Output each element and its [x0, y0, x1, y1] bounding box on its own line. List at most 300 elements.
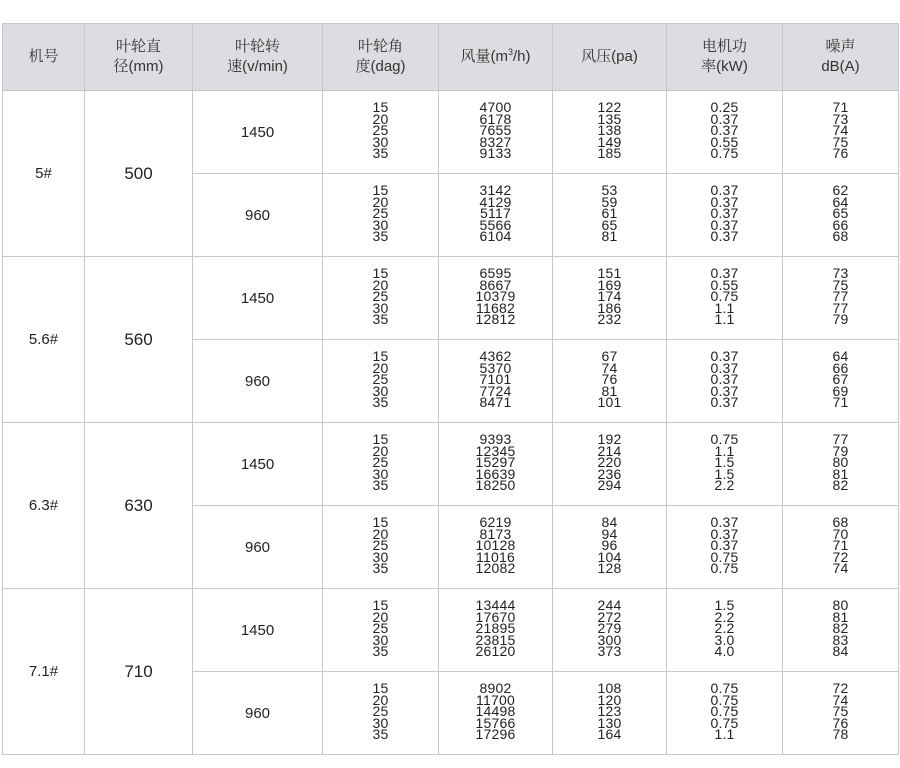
- power-list: [710, 431, 739, 493]
- airflow-value: 3142: [479, 182, 512, 198]
- noise-value: 79: [832, 311, 849, 327]
- angles-value: 15: [372, 597, 389, 613]
- angles-value: 30: [372, 133, 389, 150]
- airflow-value: 15297: [475, 454, 516, 470]
- noise-cell: [783, 174, 899, 257]
- angles-value: 30: [372, 382, 389, 399]
- angles-cell: [323, 589, 439, 672]
- angles-list: [372, 265, 389, 327]
- power-value: 0.37: [710, 394, 739, 410]
- power-value: 0.37: [710, 122, 739, 138]
- header-airflow-sup: 3: [507, 47, 513, 57]
- pressure-list: [597, 348, 622, 410]
- power-value: 0.37: [710, 228, 739, 244]
- angles-value: 15: [372, 680, 389, 696]
- pressure-value: 122: [597, 99, 622, 115]
- angles-cell: [323, 91, 439, 174]
- pressure-value: 61: [601, 205, 618, 221]
- angles-list: [372, 514, 389, 576]
- noise-value: 82: [832, 477, 849, 493]
- noise-value: 77: [832, 431, 849, 447]
- airflow-cell: [439, 672, 553, 755]
- angles-cell: [323, 506, 439, 589]
- power-value: 1.1: [714, 311, 735, 327]
- noise-value: 66: [832, 216, 849, 233]
- airflow-value: 9393: [479, 431, 512, 447]
- diameter-cell: 630: [85, 423, 193, 589]
- noise-cell: [783, 672, 899, 755]
- angles-value: 25: [372, 703, 389, 719]
- power-value: 1.5: [714, 454, 735, 470]
- airflow-value: 12082: [475, 560, 516, 576]
- airflow-value: 21895: [475, 620, 516, 636]
- pressure-list: [597, 431, 622, 493]
- speed-cell: 960: [193, 340, 323, 423]
- power-value: 2.2: [714, 477, 735, 493]
- noise-cell: [783, 257, 899, 340]
- noise-list: [832, 514, 849, 576]
- angles-value: 20: [372, 359, 389, 376]
- noise-value: 72: [832, 680, 849, 696]
- noise-value: 79: [832, 442, 849, 459]
- angles-value: 15: [372, 265, 389, 281]
- noise-value: 73: [832, 265, 849, 281]
- angles-list: [372, 182, 389, 244]
- noise-value: 77: [832, 299, 849, 316]
- power-list: [710, 680, 739, 742]
- power-value: 2.2: [714, 608, 735, 625]
- pressure-value: 272: [597, 608, 622, 625]
- header-power-line: 率(kW): [701, 58, 748, 75]
- airflow-value: 23815: [475, 631, 516, 648]
- noise-value: 81: [832, 608, 849, 625]
- speed-cell: 1450: [193, 257, 323, 340]
- angles-value: 20: [372, 525, 389, 542]
- angles-value: 20: [372, 193, 389, 210]
- noise-value: 71: [832, 394, 849, 410]
- diameter-cell: 560: [85, 257, 193, 423]
- table-row: [3, 91, 899, 174]
- angles-value: 30: [372, 548, 389, 565]
- airflow-list: [475, 597, 516, 659]
- pressure-list: [601, 182, 618, 244]
- pressure-value: 373: [597, 643, 622, 659]
- noise-value: 75: [832, 276, 849, 293]
- power-value: 0.75: [710, 288, 739, 304]
- airflow-value: 6178: [479, 110, 512, 127]
- noise-cell: [783, 589, 899, 672]
- airflow-list: [479, 182, 512, 244]
- noise-value: 80: [832, 597, 849, 613]
- airflow-cell: [439, 589, 553, 672]
- power-value: 0.75: [710, 431, 739, 447]
- airflow-value: 17670: [475, 608, 516, 625]
- power-cell: [667, 423, 783, 506]
- header-noise-line: dB(A): [821, 58, 860, 75]
- airflow-value: 18250: [475, 477, 516, 493]
- airflow-list: [475, 431, 516, 493]
- pressure-list: [597, 265, 622, 327]
- airflow-value: 4129: [479, 193, 512, 210]
- noise-value: 74: [832, 122, 849, 138]
- airflow-value: 5566: [479, 216, 512, 233]
- header-speed-line: 速(v/min): [227, 58, 288, 75]
- pressure-value: 169: [597, 276, 622, 293]
- angles-value: 30: [372, 465, 389, 482]
- power-cell: [667, 91, 783, 174]
- angles-value: 35: [372, 145, 389, 161]
- pressure-list: [597, 680, 622, 742]
- noise-value: 64: [832, 348, 849, 364]
- airflow-value: 4362: [479, 348, 512, 364]
- pressure-value: 81: [601, 382, 618, 399]
- header-angle-line: 叶轮角: [357, 38, 403, 55]
- power-value: 0.75: [710, 680, 739, 696]
- power-value: 0.37: [710, 359, 739, 376]
- angles-value: 30: [372, 216, 389, 233]
- power-cell: [667, 174, 783, 257]
- power-value: 0.37: [710, 216, 739, 233]
- header-diameter-line: 径(mm): [113, 58, 164, 75]
- airflow-value: 5117: [480, 205, 511, 221]
- power-value: 1.5: [714, 465, 735, 482]
- header-noise-line: 噪声: [825, 38, 856, 55]
- noise-value: 76: [832, 145, 849, 161]
- pressure-list: [597, 99, 622, 161]
- power-value: 0.37: [710, 182, 739, 198]
- pressure-value: 164: [597, 726, 622, 742]
- pressure-value: 138: [597, 122, 622, 138]
- angles-value: 25: [372, 288, 389, 304]
- power-value: 0.75: [710, 145, 739, 161]
- noise-value: 83: [832, 631, 849, 648]
- pressure-cell: [553, 589, 667, 672]
- angles-value: 30: [372, 299, 389, 316]
- pressure-cell: [553, 672, 667, 755]
- airflow-value: 7724: [479, 382, 512, 399]
- noise-value: 65: [832, 205, 849, 221]
- pressure-cell: [553, 340, 667, 423]
- noise-cell: [783, 91, 899, 174]
- noise-list: [832, 431, 849, 493]
- power-value: 1.1: [714, 726, 735, 742]
- speed-cell: 960: [193, 672, 323, 755]
- pressure-value: 53: [601, 182, 618, 198]
- angles-value: 25: [372, 620, 389, 636]
- noise-value: 76: [832, 714, 849, 731]
- airflow-list: [475, 514, 516, 576]
- noise-value: 74: [832, 560, 849, 576]
- angles-value: 15: [372, 99, 389, 115]
- noise-value: 84: [832, 643, 849, 659]
- diameter-cell: 710: [85, 589, 193, 755]
- angles-value: 20: [372, 608, 389, 625]
- airflow-value: 10128: [475, 537, 516, 553]
- angles-value: 30: [372, 714, 389, 731]
- pressure-value: 185: [597, 145, 622, 161]
- airflow-cell: [439, 91, 553, 174]
- pressure-cell: [553, 91, 667, 174]
- noise-list: [832, 597, 849, 659]
- airflow-value: 6104: [479, 228, 512, 244]
- angles-value: 25: [372, 205, 389, 221]
- pressure-value: 294: [597, 477, 622, 493]
- angles-list: [372, 597, 389, 659]
- power-value: 0.37: [710, 537, 739, 553]
- power-value: 0.75: [710, 548, 739, 565]
- header-pressure-line: 风压(pa): [581, 48, 638, 65]
- airflow-cell: [439, 340, 553, 423]
- airflow-value: 12345: [475, 442, 516, 459]
- noise-value: 78: [832, 726, 849, 742]
- header-noise: [783, 24, 899, 91]
- noise-cell: [783, 506, 899, 589]
- angles-cell: [323, 672, 439, 755]
- pressure-value: 94: [601, 525, 618, 542]
- angles-value: 15: [372, 348, 389, 364]
- power-value: 0.75: [710, 703, 739, 719]
- angles-value: 35: [372, 477, 389, 493]
- airflow-list: [475, 680, 516, 742]
- header-angle: [323, 24, 439, 91]
- speed-cell: 1450: [193, 423, 323, 506]
- power-value: 4.0: [714, 643, 735, 659]
- speed-cell: 960: [193, 174, 323, 257]
- noise-value: 74: [832, 691, 849, 708]
- airflow-value: 11700: [476, 691, 515, 708]
- noise-list: [832, 265, 849, 327]
- header-airflow: [439, 24, 553, 91]
- pressure-value: 174: [597, 288, 622, 304]
- table-row: [3, 423, 899, 506]
- noise-value: 68: [832, 228, 849, 244]
- airflow-value: 8471: [479, 394, 512, 410]
- speed-cell: 960: [193, 506, 323, 589]
- pressure-value: 128: [597, 560, 622, 576]
- header-speed-line: 叶轮转: [234, 38, 280, 55]
- pressure-value: 101: [597, 394, 622, 410]
- header-pressure: [553, 24, 667, 91]
- power-list: [710, 514, 739, 576]
- power-value: 0.75: [710, 560, 739, 576]
- pressure-value: 108: [597, 680, 622, 696]
- pressure-value: 135: [597, 110, 622, 127]
- airflow-value: 8902: [479, 680, 512, 696]
- pressure-value: 130: [597, 714, 622, 731]
- airflow-value: 17296: [475, 726, 516, 742]
- noise-list: [832, 182, 849, 244]
- power-value: 0.37: [710, 382, 739, 399]
- power-list: [710, 99, 739, 161]
- power-value: 0.37: [710, 525, 739, 542]
- pressure-value: 220: [597, 454, 622, 470]
- pressure-cell: [553, 174, 667, 257]
- power-cell: [667, 257, 783, 340]
- pressure-value: 214: [597, 442, 622, 459]
- noise-value: 77: [832, 288, 849, 304]
- angles-list: [372, 431, 389, 493]
- pressure-value: 74: [601, 359, 618, 376]
- angles-value: 35: [372, 726, 389, 742]
- table-row: [3, 257, 899, 340]
- model-cell: 5.6#: [3, 257, 85, 423]
- pressure-value: 81: [601, 228, 618, 244]
- noise-value: 71: [832, 537, 849, 553]
- noise-cell: [783, 423, 899, 506]
- angles-value: 15: [372, 182, 389, 198]
- pressure-value: 96: [601, 537, 618, 553]
- header-diameter-line: 叶轮直: [115, 38, 161, 55]
- pressure-value: 279: [597, 620, 622, 636]
- table-header: [3, 24, 899, 91]
- pressure-cell: [553, 423, 667, 506]
- header-angle-line: 度(dag): [355, 58, 406, 75]
- angles-list: [372, 680, 389, 742]
- airflow-cell: [439, 174, 553, 257]
- angles-list: [372, 99, 389, 161]
- pressure-value: 84: [601, 514, 618, 530]
- noise-value: 66: [832, 359, 849, 376]
- airflow-value: 8667: [479, 276, 512, 293]
- airflow-value: 6219: [479, 514, 512, 530]
- angles-value: 35: [372, 394, 389, 410]
- pressure-value: 59: [601, 193, 618, 210]
- power-value: 0.37: [710, 348, 739, 364]
- noise-value: 64: [832, 193, 849, 210]
- angles-value: 15: [372, 431, 389, 447]
- airflow-value: 13444: [475, 597, 516, 613]
- power-value: 0.37: [710, 514, 739, 530]
- angles-cell: [323, 174, 439, 257]
- pressure-value: 104: [597, 548, 622, 565]
- power-cell: [667, 506, 783, 589]
- power-list: [714, 597, 735, 659]
- angles-value: 25: [372, 371, 389, 387]
- speed-cell: 1450: [193, 589, 323, 672]
- airflow-list: [475, 265, 516, 327]
- airflow-list: [479, 348, 512, 410]
- angles-value: 35: [372, 228, 389, 244]
- pressure-list: [597, 597, 622, 659]
- noise-cell: [783, 340, 899, 423]
- header-diameter: [85, 24, 193, 91]
- angles-value: 25: [372, 454, 389, 470]
- airflow-cell: [439, 257, 553, 340]
- noise-value: 81: [832, 465, 849, 482]
- airflow-value: 15766: [475, 714, 516, 731]
- pressure-value: 123: [597, 703, 622, 719]
- pressure-value: 236: [597, 465, 622, 482]
- airflow-value: 10379: [475, 288, 516, 304]
- angles-cell: [323, 423, 439, 506]
- airflow-value: 16639: [475, 465, 516, 482]
- angles-value: 20: [372, 691, 389, 708]
- airflow-value: 8173: [479, 525, 512, 542]
- noise-value: 80: [832, 454, 849, 470]
- header-power-line: 电机功: [701, 38, 747, 55]
- noise-value: 75: [832, 133, 849, 150]
- angles-value: 35: [372, 560, 389, 576]
- pressure-cell: [553, 257, 667, 340]
- speed-cell: 1450: [193, 91, 323, 174]
- diameter-cell: 500: [85, 91, 193, 257]
- pressure-value: 151: [597, 265, 622, 281]
- noise-value: 73: [832, 110, 849, 127]
- angles-list: [372, 348, 389, 410]
- power-value: 0.75: [710, 691, 739, 708]
- noise-value: 70: [832, 525, 849, 542]
- power-value: 0.37: [710, 371, 739, 387]
- noise-value: 67: [832, 371, 849, 387]
- noise-value: 62: [832, 182, 849, 198]
- airflow-value: 7101: [479, 371, 512, 387]
- airflow-cell: [439, 506, 553, 589]
- power-list: [710, 348, 739, 410]
- pressure-value: 149: [597, 133, 622, 150]
- model-cell: 5#: [3, 91, 85, 257]
- pressure-value: 76: [601, 371, 618, 387]
- power-value: 0.37: [710, 193, 739, 210]
- table-body: [3, 91, 899, 755]
- header-row: [3, 24, 899, 91]
- power-value: 1.5: [714, 597, 735, 613]
- angles-value: 35: [372, 311, 389, 327]
- pressure-value: 192: [597, 431, 622, 447]
- power-list: [710, 182, 739, 244]
- airflow-value: 11682: [476, 299, 515, 316]
- power-list: [710, 265, 739, 327]
- airflow-value: 9133: [479, 145, 512, 161]
- power-value: 0.37: [710, 110, 739, 127]
- pressure-cell: [553, 506, 667, 589]
- angles-value: 25: [372, 122, 389, 138]
- power-value: 1.1: [714, 299, 735, 316]
- pressure-value: 232: [597, 311, 622, 327]
- angles-value: 20: [372, 276, 389, 293]
- airflow-value: 12812: [475, 311, 516, 327]
- airflow-value: 6595: [479, 265, 512, 281]
- noise-value: 75: [832, 703, 849, 719]
- airflow-value: 4700: [479, 99, 512, 115]
- header-model: [3, 24, 85, 91]
- airflow-cell: [439, 423, 553, 506]
- header-airflow-suffix: /h): [513, 48, 531, 65]
- angles-cell: [323, 257, 439, 340]
- power-value: 0.75: [710, 714, 739, 731]
- header-model-line: 机号: [28, 48, 59, 65]
- model-cell: 7.1#: [3, 589, 85, 755]
- power-value: 0.55: [710, 133, 739, 150]
- airflow-value: 8327: [479, 133, 512, 150]
- noise-value: 72: [832, 548, 849, 565]
- angles-cell: [323, 340, 439, 423]
- airflow-value: 26120: [475, 643, 516, 659]
- angles-value: 25: [372, 537, 389, 553]
- model-cell: 6.3#: [3, 423, 85, 589]
- airflow-value: 11016: [476, 548, 515, 565]
- angles-value: 20: [372, 110, 389, 127]
- pressure-value: 65: [601, 216, 618, 233]
- pressure-value: 120: [597, 691, 622, 708]
- power-value: 0.37: [710, 265, 739, 281]
- noise-value: 82: [832, 620, 849, 636]
- angles-value: 35: [372, 643, 389, 659]
- header-speed: [193, 24, 323, 91]
- pressure-value: 67: [601, 348, 618, 364]
- noise-list: [832, 348, 849, 410]
- angles-value: 15: [372, 514, 389, 530]
- noise-list: [832, 680, 849, 742]
